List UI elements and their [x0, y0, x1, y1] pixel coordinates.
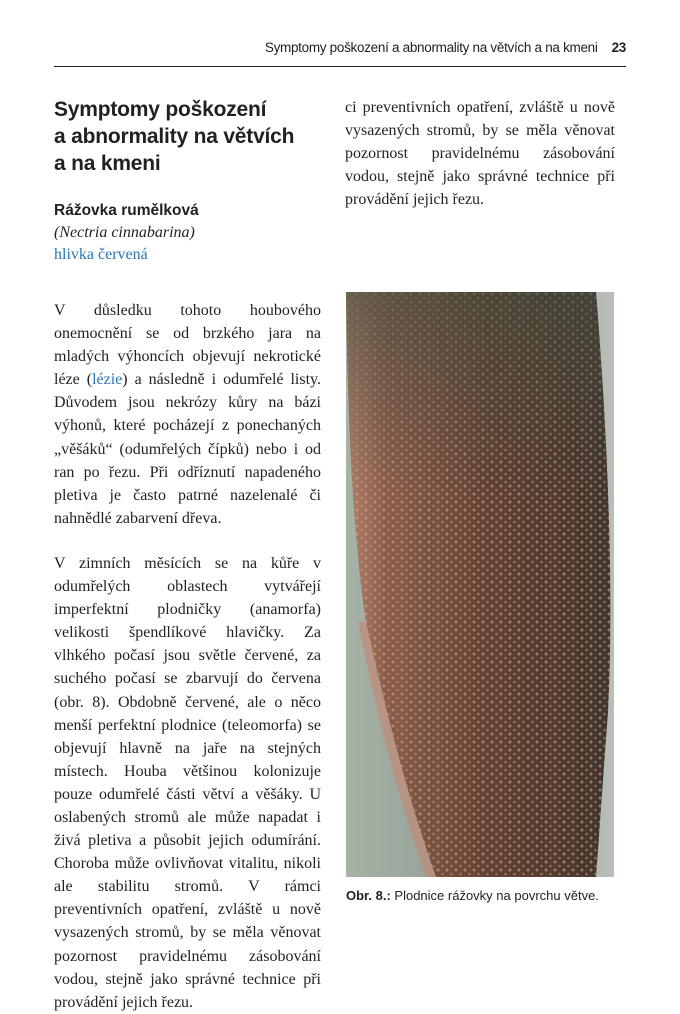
paragraph-1-text: V důsledku tohoto houbového onemocnění se od brzkého jara na mladých výhoncích objevují nekrotické léze ( [54, 302, 321, 389]
figure-photo-bark [346, 292, 614, 877]
section-title-line: Symptomy poškození [54, 98, 267, 121]
latin-name: (Nectria cinnabarina) [54, 224, 195, 241]
paragraph-2-text: V zimních měsících se na kůře v odumřelých oblastech vytvářejí imperfektní plodničky (anamorfa) velikosti špendlíkové hlavičky. Za vlhkého počasí jsou světle červené, za suchého počasí se zbarvují do červena (obr. 8). Obdobně červené, ale o něco menší perfektní plodnice (teleomorfa) se objevují hlavně na jaře na stejných místech. Houba většinou kolonizuje pouze odumřelé části větví a věšáky. U oslabených stromů ale může napadat i živá pletiva a působit jejich odumírání. Choroba může ovlivňovat vitalitu, nikoli ale stabilitu stromů. V rámci preventivních opatření, zvláště u nově vysazených stromů, by se měla věnovat pozornost pravidelnému zásobování vodou, stejně jako správné technice při provádění jejich řezu. [54, 554, 321, 1011]
paragraph-2 [54, 552, 321, 1011]
left-column [54, 96, 322, 1011]
paragraph-2-continued-text: ci preventivních opatření, zvláště u nově vysazených stromů, by se měla věnovat pozornost pravidelnému zásobování vodou, stejně jako správné technice při provádění jejich řezu. [345, 99, 615, 209]
running-header [54, 40, 626, 67]
paragraph-1-text-cont: ) a následně i odumřelé listy. Důvodem jsou nekrózy kůry na bázi výhonů, které pocházejí z ponechaných „věšáků“ (odumřelých čípků) nebo i od ran po řezu. Při odříznutí napadeného pletiva je často patrné nazelenalé či nahnědlé zabarvení dřeva. [54, 371, 322, 527]
glossary-link-lezie[interactable]: lézie [92, 371, 123, 389]
caption-label: Obr. 8.: [346, 888, 391, 903]
right-column [345, 96, 615, 234]
section-title [54, 96, 321, 177]
paragraph-2-continued [345, 96, 615, 234]
page-number: 23 [611, 40, 626, 55]
paragraph-1 [54, 299, 321, 530]
running-title: Symptomy poškození a abnormality na větvích a na kmeni [264, 40, 598, 55]
species-name: Rážovka rumělková [54, 202, 199, 219]
section-title-line: a na kmeni [54, 152, 161, 175]
common-name: hlivka červená [54, 246, 148, 263]
section-title-line: a abnormality na větvích [54, 125, 295, 148]
figure-caption [346, 886, 614, 906]
caption-text: Plodnice rážovky na povrchu větve. [390, 888, 599, 903]
